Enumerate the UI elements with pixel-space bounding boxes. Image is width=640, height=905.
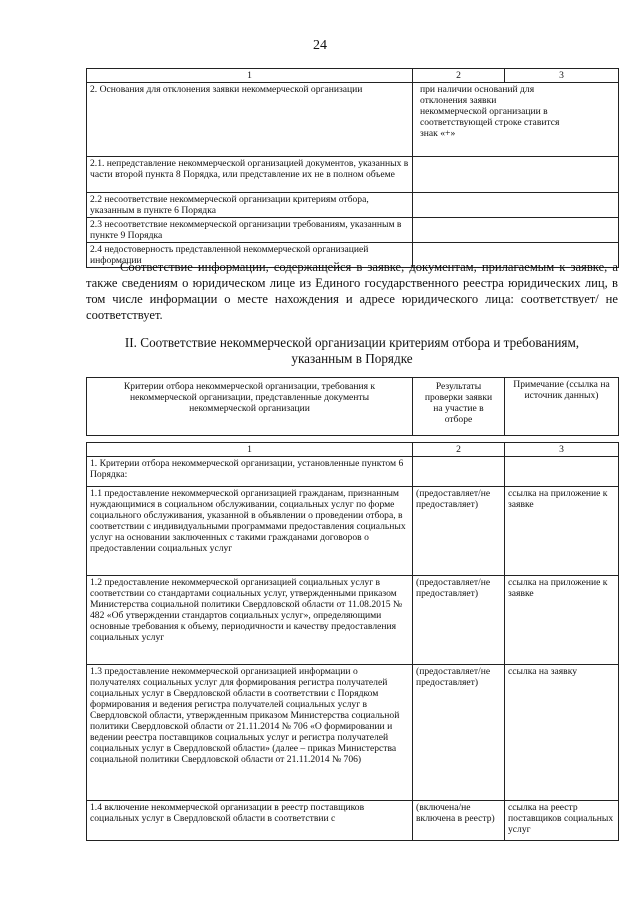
table-row — [87, 157, 619, 193]
table-cell: ссылка на приложение к заявке — [505, 576, 619, 665]
table-row — [87, 193, 619, 218]
table-cell: (предоставляет/не предоставляет) — [413, 487, 505, 576]
table-row — [87, 665, 619, 801]
header-text: Результаты проверки заявки на участие в отборе — [424, 381, 493, 425]
table-cell: 2. Основания для отклонения заявки некоммерческой организации — [87, 83, 413, 157]
page-number: 24 — [313, 38, 327, 53]
col-number: 3 — [505, 69, 619, 83]
table-cell: ссылка на заявку — [505, 665, 619, 801]
rejection-grounds-table — [86, 68, 619, 268]
table-cell — [413, 157, 619, 193]
header-cell — [413, 378, 505, 436]
table-cell: ссылка на реестр поставщиков социальных услуг — [505, 801, 619, 841]
col-number: 1 — [87, 443, 413, 457]
table-row — [87, 487, 619, 576]
table-cell — [505, 457, 619, 487]
table-cell: (предоставляет/не предоставляет) — [413, 665, 505, 801]
table-cell: (включена/не включена в реестр) — [413, 801, 505, 841]
table-cell: 2.2 несоответствие некоммерческой организации критериям отбора, указанным в пункте 6 Порядка — [87, 193, 413, 218]
header-cell — [87, 378, 413, 436]
col-number: 3 — [505, 443, 619, 457]
table-cell: 2.1. непредставление некоммерческой организацией документов, указанных в части второй пункта 8 Порядка, или представление их не в полном объеме — [87, 157, 413, 193]
col-number: 1 — [87, 69, 413, 83]
cell-text: при наличии оснований для отклонения заявки некоммерческой организации в соответствующей строке ставится знак «+» — [420, 84, 560, 139]
section-heading-line: II. Соответствие некоммерческой организации критериям отбора и требованиям, — [124, 335, 580, 350]
table-cell: 2.4 недостоверность представленной некоммерческой организацией информации — [87, 243, 413, 268]
table-cell — [413, 457, 505, 487]
col-number: 2 — [413, 69, 505, 83]
section-heading — [86, 335, 618, 367]
table-cell: 1.4 включение некоммерческой организации в реестр поставщиков социальных услуг в Свердловской области в соответствии с — [87, 801, 413, 841]
table-row — [87, 576, 619, 665]
table-cell: 1.2 предоставление некоммерческой организацией социальных услуг в соответствии со стандартами социальных услуг, утвержденными приказом Министерства социальной политики Свердловской области от 11.08.2015 № 482 «Об утверждении стандартов социальных услуг», определяющими основные требования к объему, периодичности и качеству предоставления социальных услуг — [87, 576, 413, 665]
table-cell: ссылка на приложение к заявке — [505, 487, 619, 576]
table-cell: 1. Критерии отбора некоммерческой организации, установленные пунктом 6 Порядка: — [87, 457, 413, 487]
table-row — [87, 83, 619, 157]
compliance-paragraph — [86, 259, 618, 323]
col-number: 2 — [413, 443, 505, 457]
criteria-table — [86, 377, 619, 841]
header-cell: Примечание (ссылка на источник данных) — [505, 378, 619, 436]
table-header-row — [87, 378, 619, 436]
table-cell: 1.3 предоставление некоммерческой организацией информации о получателях социальных услуг для формирования регистра получателей социальных услуг в Свердловской области в соответствии с Порядком формирования и ведения регистра получателей социальных услуг в Свердловской области, утвержденным приказом Министерства социальной политики Свердловской области от 21.11.2014 № 706 «О формировании и ведении реестра поставщиков социальных услуг и регистра получателей социальных услуг в Свердловской области» (далее – приказ Министерства социальной политики Свердловской области от 21.11.2014 № 706) — [87, 665, 413, 801]
table-cell — [413, 218, 619, 243]
table-cell: 1.1 предоставление некоммерческой организацией гражданам, признанным нуждающимися в социальном обслуживании, социальных услуг по форме социального обслуживания, указанной в объявлении о проведении отбора, в соответствии с индивидуальными программами предоставления социальных услуг на основании заключенных с такими гражданами договоров о предоставлении социальных услуг — [87, 487, 413, 576]
header-text: Критерии отбора некоммерческой организации, требования к некоммерческой организации, представленные документы некоммерческой организации — [123, 381, 376, 414]
section-heading-line: указанным в Порядке — [291, 351, 413, 366]
table-cell — [413, 193, 619, 218]
table-cell: 2.3 несоответствие некоммерческой организации требованиям, указанным в пункте 9 Порядка — [87, 218, 413, 243]
table-cell: (предоставляет/не предоставляет) — [413, 576, 505, 665]
paragraph-text: Соответствие информации, содержащейся в заявке, документам, прилагаемым к заявке, а также сведениям о юридическом лице из Единого государственного реестра юридических лиц, в том числе информации о месте нахождения и адресе юридического лица: соответствует/ не соответствует. — [86, 260, 618, 322]
table-header-row — [87, 69, 619, 83]
table-row — [87, 801, 619, 841]
table-gap — [87, 436, 619, 443]
table-number-row — [87, 443, 619, 457]
table-row — [87, 218, 619, 243]
table-row — [87, 457, 619, 487]
table-cell — [413, 83, 619, 157]
